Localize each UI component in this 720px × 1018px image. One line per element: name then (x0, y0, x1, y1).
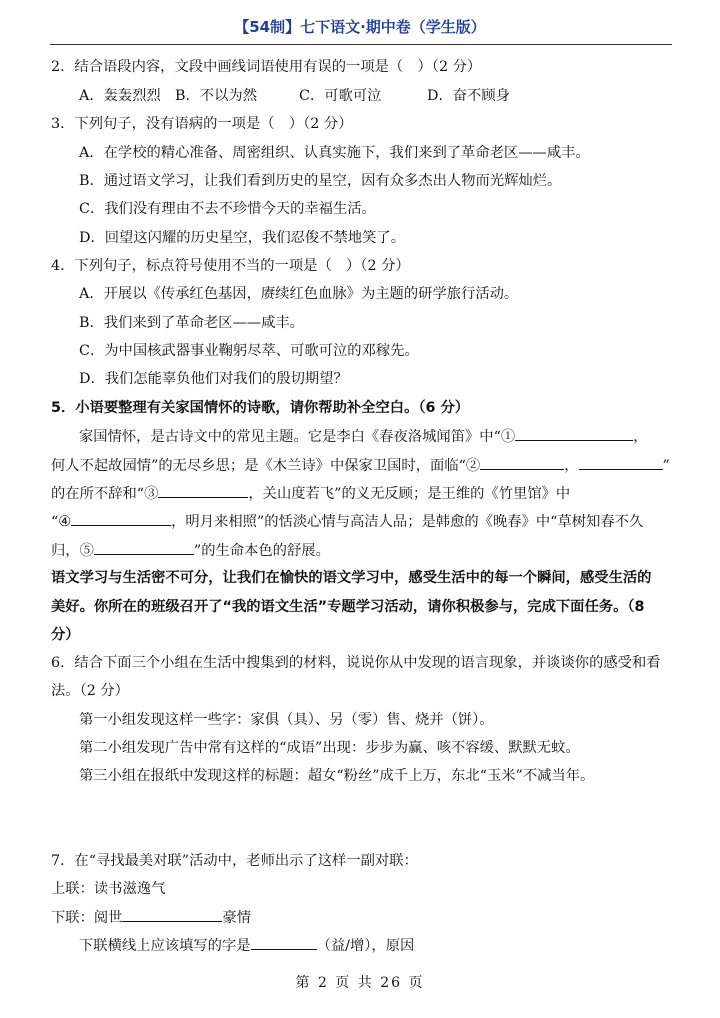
q7-upper-couplet: 上联：读书滋逸气 (51, 881, 166, 897)
q5-text: 何人不起故园情”的无尽乡思；是《木兰诗》中保家卫国时，面临“② (51, 458, 481, 474)
q4-option-a: A．开展以《传承红色基因，赓续红色血脉》为主题的研学旅行活动。 (79, 286, 519, 302)
q6-group-1: 第一小组发现这样一些字：家俱（具）、另（零）售、烧并（饼）。 (79, 712, 494, 728)
q3-option-d: D．回望这闪耀的历史星空，我们忍俊不禁地笑了。 (79, 230, 405, 246)
q5-text: ， (564, 458, 579, 474)
q5-text: ， (633, 429, 648, 445)
q5-text: ，关山度若飞”的义无反顾；是王维的《竹里馆》中 (248, 486, 571, 502)
q5-line-1 (79, 426, 648, 447)
q7-text: 下联：阅世 (51, 910, 123, 926)
blank-2b[interactable] (579, 455, 663, 470)
q7-text: 豪情 (222, 910, 252, 926)
q3-option-c: C．我们没有理由不去不珍惜今天的幸福生活。 (79, 201, 376, 217)
q4-option-c: C．为中国核武器事业鞠躬尽萃、可歌可泣的邓稼先。 (79, 343, 419, 359)
q3-option-a: A．在学校的精心准备、周密组织、认真实施下，我们来到了革命老区——咸丰。 (79, 145, 590, 161)
page-header-title: 【54制】七下语文·期中卷（学生版） (234, 18, 486, 36)
blank-2a[interactable] (480, 455, 564, 470)
q5-text: ” (662, 458, 670, 474)
q7-question (79, 935, 414, 956)
header-divider (50, 44, 672, 45)
q5-text: 的在所不辞和“③ (51, 486, 159, 502)
q7-text: 下联横线上应该填写的字是 (79, 938, 251, 954)
q3-option-b: B．通过语文学习，让我们看到历史的星空，因有众多杰出人物而光辉灿烂。 (79, 173, 562, 189)
blank-5[interactable] (94, 540, 194, 555)
q5-text: “④ (51, 514, 72, 530)
q5-text: ，明月来相照”的恬淡心情与高洁人品；是韩愈的《晚春》中“草树知春不久 (171, 514, 644, 530)
blank-4[interactable] (71, 511, 171, 526)
section-intro-line-1: 语文学习与生活密不可分，让我们在愉快的语文学习中，感受生活中的每一个瞬间，感受生活的 (51, 570, 652, 586)
q2-option-c: C．可歌可泣 (299, 88, 382, 104)
q4-option-d: D．我们怎能辜负他们对我们的殷切期望？ (79, 371, 348, 387)
q2-option-d: D．奋不顾身 (427, 88, 510, 104)
q2-options (79, 86, 510, 106)
q3-stem: 3．下列句子，没有语病的一项是（ ）（2 分） (51, 116, 353, 132)
q2-stem: 2．结合语段内容，文段中画线词语使用有误的一项是（ ）（2 分） (51, 59, 482, 75)
q7-text: （益/增），原因 (316, 938, 415, 954)
answer-blank[interactable] (251, 935, 317, 950)
q5-text: 归，⑤ (51, 543, 94, 559)
q5-line-2 (51, 455, 670, 476)
q5-line-5 (51, 540, 330, 561)
couplet-blank[interactable] (122, 907, 222, 922)
q6-group-3: 第三小组在报纸中发现这样的标题：超女“粉丝”成千上万，东北“玉米”不减当年。 (79, 768, 595, 784)
q6-group-2: 第二小组发现广告中常有这样的“成语”出现：步步为赢、咳不容缓、默默无蚊。 (79, 740, 580, 756)
q5-text: ”的生命本色的舒展。 (193, 543, 330, 559)
q4-option-b: B．我们来到了革命老区——咸丰。 (79, 315, 304, 331)
q4-stem: 4．下列句子，标点符号使用不当的一项是（ ）（2 分） (51, 258, 410, 274)
section-intro-line-2: 美好。你所在的班级召开了“我的语文生活”专题学习活动，请你积极参与，完成下面任务。（8 (51, 599, 645, 615)
q7-stem: 7．在“寻找最美对联”活动中，老师出示了这样一副对联： (51, 853, 418, 869)
q5-text: 家国情怀，是古诗文中的常见主题。它是李白《春夜洛城闻笛》中“① (79, 429, 516, 445)
section-intro-line-3: 分） (51, 627, 80, 643)
q6-stem-line-2: 法。（2 分） (51, 683, 129, 699)
q2-option-b: B．不以为然 (175, 88, 257, 104)
q5-line-4 (51, 511, 643, 532)
q5-stem: 5．小语要整理有关家国情怀的诗歌，请你帮助补全空白。（6 分） (51, 400, 470, 416)
page-number: 第 2 页 共 26 页 (295, 975, 425, 991)
q7-lower-couplet (51, 907, 251, 928)
q5-line-3 (51, 483, 570, 504)
q2-option-a: A．轰轰烈烈 (79, 88, 161, 104)
q6-stem-line-1: 6．结合下面三个小组在生活中搜集到的材料，说说你从中发现的语言现象，并谈谈你的感受和看 (51, 655, 661, 671)
blank-3[interactable] (158, 483, 248, 498)
blank-1[interactable] (515, 426, 633, 441)
